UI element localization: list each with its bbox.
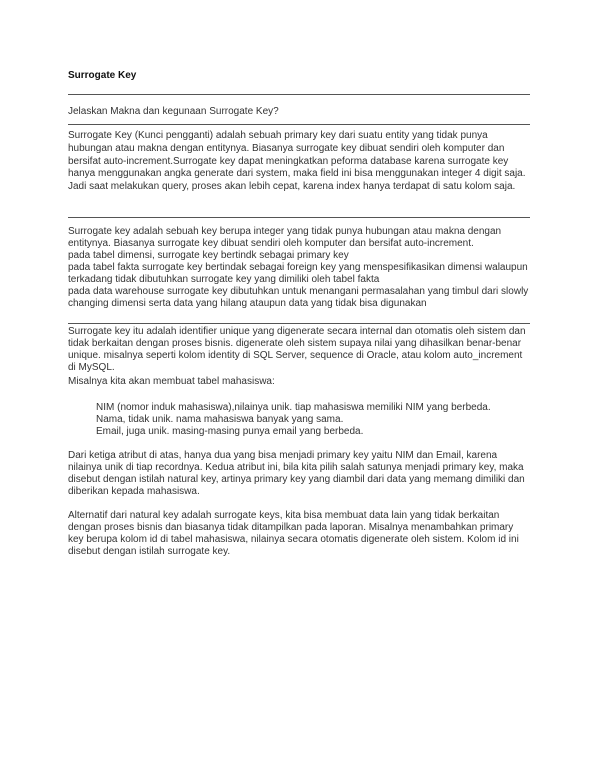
- paragraph-alternative: Alternatif dari natural key adalah surrogate keys, kita bisa membuat data lain yang tidak berkaitan dengan proses bisnis dan biasanya tidak ditampilkan pada laporan. Misalnya menambahkan primary key berupa kolom id di tabel mahasiswa, nilainya secara otomatis digenerate oleh sistem. Kolom id ini disebut dengan istilah surrogate key.: [68, 510, 519, 557]
- divider: [68, 323, 530, 324]
- answer-2-line: pada tabel fakta surrogate key bertindak sebagai foreign key yang menspesifikasikan dimensi walaupun terkadang tidak dibutuhkan surrogate key yang dimiliki oleh tabel fakta: [68, 262, 528, 285]
- example-intro: Misalnya kita akan membuat tabel mahasiswa:: [68, 376, 275, 387]
- answer-2-line: pada tabel dimensi, surrogate key bertindk sebagai primary key: [68, 250, 349, 261]
- example-item: Nama, tidak unik. nama mahasiswa banyak yang sama.: [96, 414, 344, 425]
- page-title: Surrogate Key: [68, 70, 137, 81]
- example-item: Email, juga unik. masing-masing punya email yang berbeda.: [96, 426, 364, 437]
- answer-paragraph-2: [68, 226, 530, 310]
- question-text: Jelaskan Makna dan kegunaan Surrogate Key?: [68, 106, 279, 117]
- paragraph-natural-key: Dari ketiga atribut di atas, hanya dua yang bisa menjadi primary key yaitu NIM dan Email, karena nilainya unik di tiap recordnya. Kedua atribut ini, bila kita pilih salah satunya menjadi primary key, maka disebut dengan istilah natural key, artinya primary key yang diambil dari data yang memang dimiliki dan diberikan kepada mahasiswa.: [68, 450, 525, 497]
- example-item: NIM (nomor induk mahasiswa),nilainya unik. tiap mahasiswa memiliki NIM yang berbeda.: [96, 402, 491, 413]
- answer-2-line: pada data warehouse surrogate key dibutuhkan untuk menangani permasalahan yang timbul dari slowly changing dimensi serta data yang hilang ataupun data yang tidak bisa digunakan: [68, 286, 529, 309]
- example-list: [96, 402, 530, 438]
- divider: [68, 94, 530, 95]
- divider: [68, 124, 530, 125]
- answer-paragraph-3: Surrogate key itu adalah identifier unique yang digenerate secara internal dan otomatis oleh sistem dan tidak berkaitan dengan proses bisnis. digenerate oleh sistem supaya nilai yang dihasilkan benar-benar unique. misalnya seperti kolom identity di SQL Server, sequence di Oracle, atau kolom auto_increment di MySQL.: [68, 326, 526, 373]
- divider: [68, 217, 530, 218]
- answer-paragraph-1: Surrogate Key (Kunci pengganti) adalah sebuah primary key dari suatu entity yang tidak punya hubungan atau makna dengan entitynya. Biasanya surrogate key dibuat sendiri oleh komputer dan bersifat auto-increment.Surrogate key dapat meningkatkan peforma database karena surrogate key hanya menggunakan angka generate dari system, maka field ini bisa menggunakan integer 4 digit saja. Jadi saat melakukan query, proses akan lebih cepat, karena index hanya terdapat di satu kolom saja.: [68, 130, 526, 193]
- answer-2-line: Surrogate key adalah sebuah key berupa integer yang tidak punya hubungan atau makna dengan entitynya. Biasanya surrogate key dibuat sendiri oleh komputer dan bersifat auto-increment.: [68, 226, 502, 249]
